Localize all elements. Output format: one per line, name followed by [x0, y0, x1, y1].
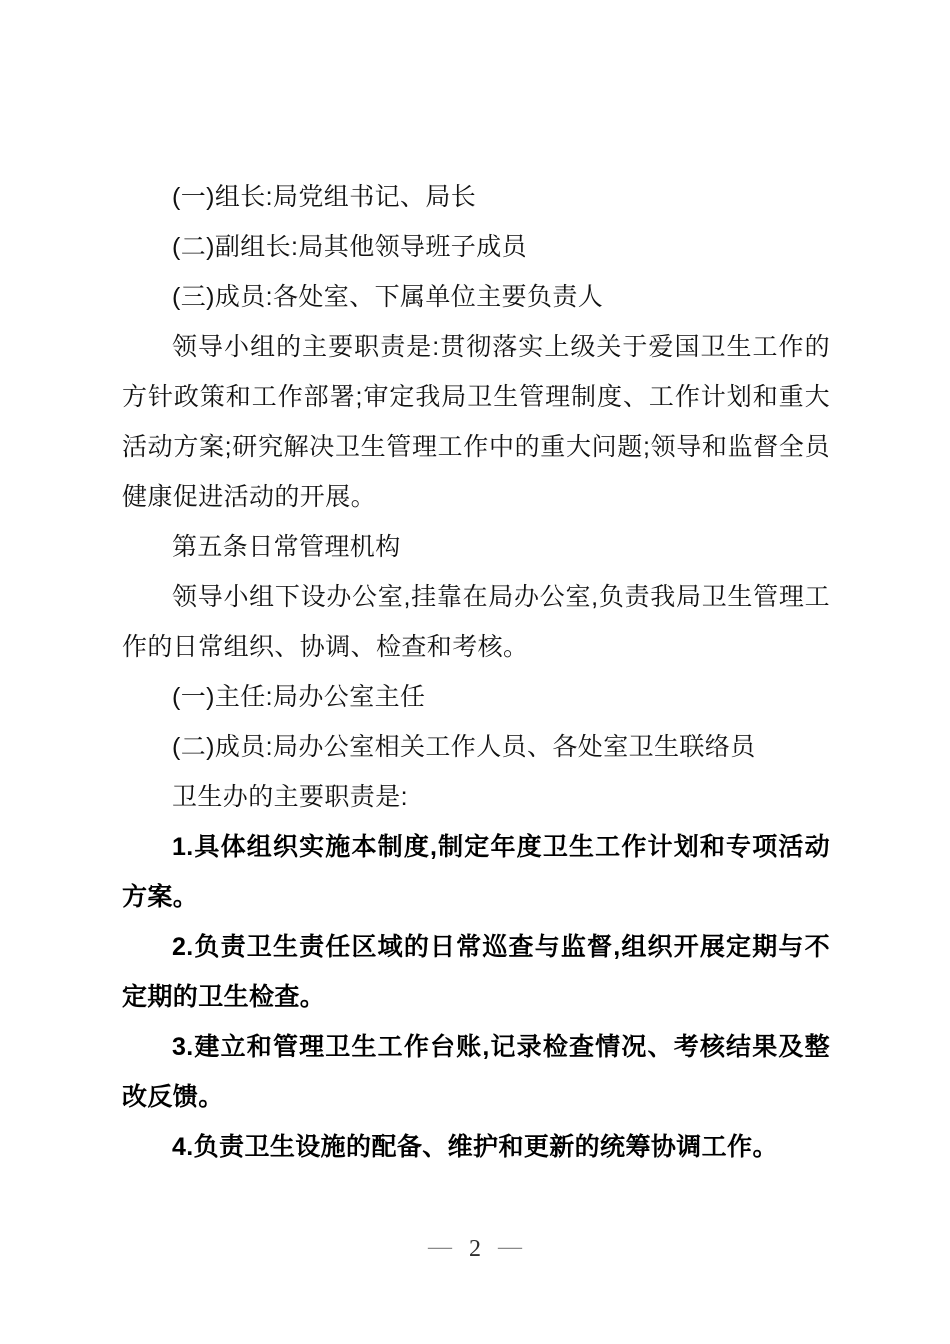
paragraph-duty-3: 3.建立和管理卫生工作台账,记录检查情况、考核结果及整改反馈。 [122, 1033, 830, 1111]
page-number-left-dash: — [428, 1234, 452, 1260]
paragraph-duty-4: 4.负责卫生设施的配备、维护和更新的统筹协调工作。 [172, 1133, 778, 1161]
page-number: 2 [469, 1236, 481, 1262]
paragraph-leading-group-duties: 领导小组的主要职责是:贯彻落实上级关于爱国卫生工作的方针政策和工作部署;审定我局卫生管理制度、工作计划和重大活动方案;研究解决卫生管理工作中的重大问题;领导和监督全员健康促进活动的开展。 [122, 333, 830, 511]
page-number-footer [0, 1233, 950, 1265]
paragraph-article-five-heading: 第五条日常管理机构 [172, 533, 401, 561]
paragraph-deputy-leader: (二)副组长:局其他领导班子成员 [172, 233, 527, 261]
paragraph-members: (三)成员:各处室、下属单位主要负责人 [172, 283, 604, 311]
paragraph-duty-1: 1.具体组织实施本制度,制定年度卫生工作计划和专项活动方案。 [122, 833, 830, 911]
paragraph-group-leader: (一)组长:局党组书记、局长 [172, 183, 477, 211]
page-number-right-dash: — [498, 1234, 522, 1260]
paragraph-duty-2: 2.负责卫生责任区域的日常巡查与监督,组织开展定期与不定期的卫生检查。 [122, 933, 830, 1011]
paragraph-office-setup: 领导小组下设办公室,挂靠在局办公室,负责我局卫生管理工作的日常组织、协调、检查和考核。 [122, 583, 830, 661]
paragraph-office-director: (一)主任:局办公室主任 [172, 683, 426, 711]
document-text-block [122, 172, 830, 1172]
paragraph-office-duties-intro: 卫生办的主要职责是: [172, 783, 408, 811]
paragraph-office-members: (二)成员:局办公室相关工作人员、各处室卫生联络员 [172, 733, 756, 761]
